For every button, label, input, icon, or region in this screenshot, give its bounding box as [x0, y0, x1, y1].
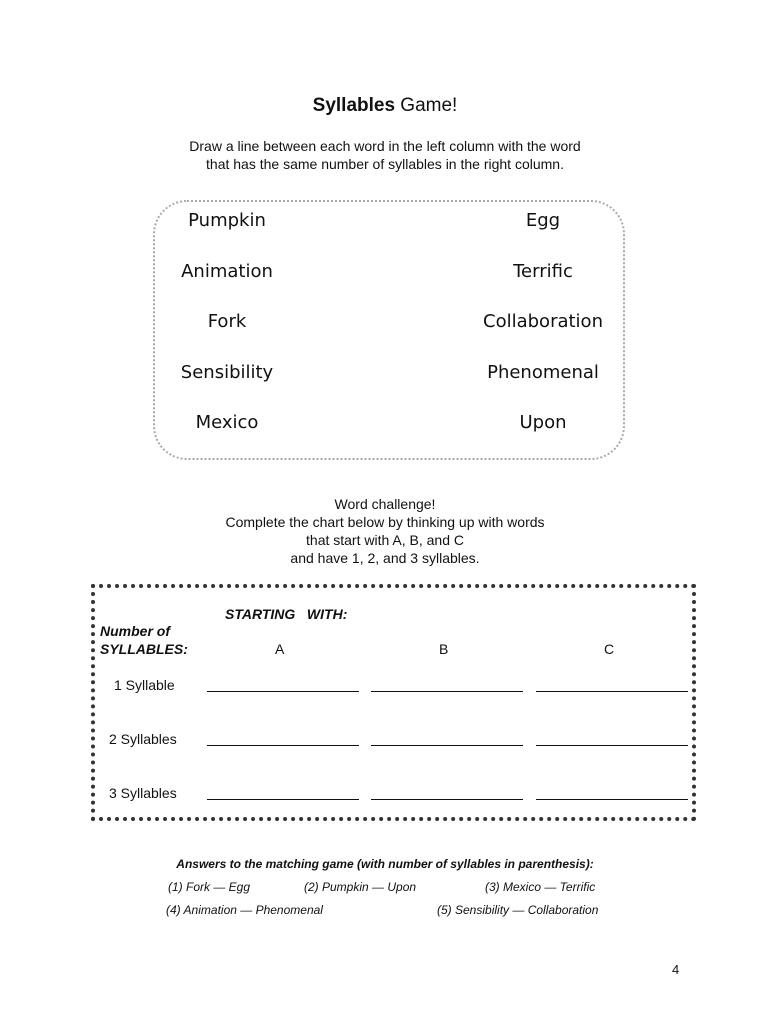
column-header-c: C [604, 641, 615, 657]
instructions [0, 137, 770, 173]
answers-heading: Answers to the matching game (with number of syllables in parenthesis): [176, 857, 594, 871]
left-word[interactable]: Animation [181, 261, 273, 282]
challenge-line: and have 1, 2, and 3 syllables. [290, 550, 480, 566]
title-bold: Syllables [312, 95, 396, 116]
challenge-line: Complete the chart below by thinking up with words [225, 514, 545, 530]
answer-item: (3) Mexico — Terrific [485, 880, 596, 894]
row-label: 2 Syllables [109, 731, 177, 747]
page-title [0, 95, 770, 117]
answer-item: (2) Pumpkin — Upon [304, 880, 417, 894]
challenge-line: Word challenge! [334, 496, 436, 512]
challenge-line: that start with A, B, and C [306, 532, 464, 548]
right-word[interactable]: Egg [525, 210, 561, 231]
answer-blank[interactable] [536, 691, 688, 692]
instruction-line: that has the same number of syllables in the right column. [206, 156, 564, 172]
answer-blank[interactable] [536, 745, 688, 746]
right-word[interactable]: Phenomenal [487, 362, 599, 383]
left-word[interactable]: Pumpkin [188, 210, 266, 231]
starting-with-label: STARTING WITH: [225, 606, 348, 622]
right-word[interactable]: Collaboration [483, 311, 603, 332]
answer-blank[interactable] [536, 799, 688, 800]
left-word[interactable]: Sensibility [180, 362, 274, 383]
right-word[interactable]: Terrific [513, 261, 573, 282]
answer-blank[interactable] [207, 799, 359, 800]
answer-blank[interactable] [371, 799, 523, 800]
number-of-label: Number of [100, 623, 170, 639]
left-word[interactable]: Fork [207, 311, 247, 332]
syllables-label: SYLLABLES: [100, 641, 188, 657]
title-rest: Game! [395, 95, 458, 116]
row-label: 3 Syllables [109, 785, 177, 801]
answer-blank[interactable] [207, 745, 359, 746]
answer-blank[interactable] [207, 691, 359, 692]
answer-blank[interactable] [371, 691, 523, 692]
page-number: 4 [672, 962, 680, 977]
instruction-line: Draw a line between each word in the left column with the word [189, 138, 581, 154]
answer-blank[interactable] [371, 745, 523, 746]
word-challenge [0, 495, 770, 567]
answer-item: (1) Fork — Egg [168, 880, 251, 894]
answer-item: (4) Animation — Phenomenal [166, 903, 323, 917]
left-word[interactable]: Mexico [195, 412, 259, 433]
chart-box [91, 584, 696, 821]
column-header-b: B [439, 641, 449, 657]
row-label: 1 Syllable [114, 677, 175, 693]
answer-item: (5) Sensibility — Collaboration [437, 903, 599, 917]
right-word[interactable]: Upon [519, 412, 567, 433]
column-header-a: A [275, 641, 285, 657]
